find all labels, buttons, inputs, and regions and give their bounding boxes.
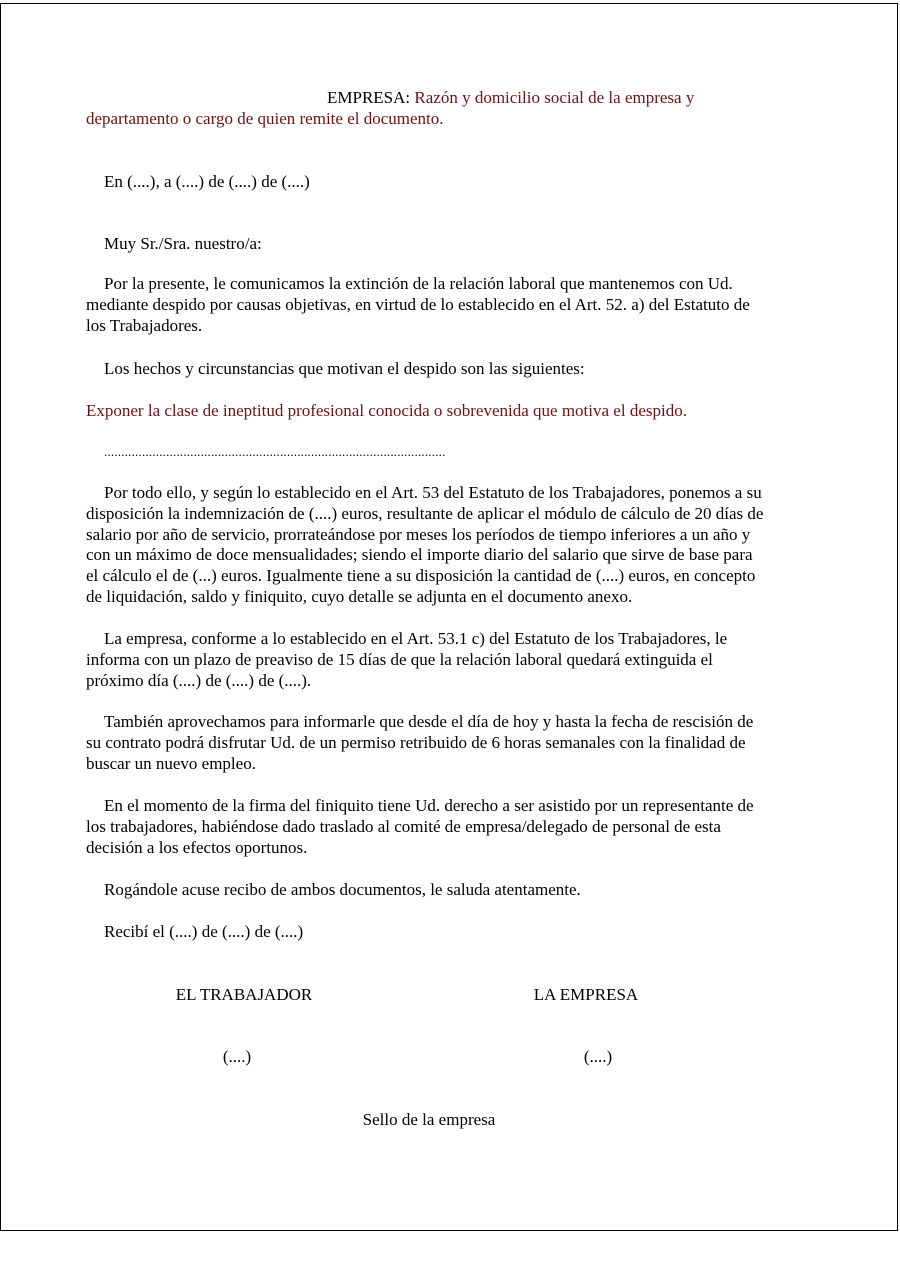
paragraph-line: de liquidación, saldo y finiquito, cuyo detalle se adjunta en el documento anexo.	[86, 586, 633, 606]
paragraph-line: Por todo ello, y según lo establecido en el Art. 53 del Estatuto de los Trabajadores, ponemos a su	[104, 483, 762, 502]
paragraph-line: La empresa, conforme a lo establecido en el Art. 53.1 c) del Estatuto de los Trabajadores, le	[104, 629, 728, 648]
paragraph-despedida: Rogándole acuse recibo de ambos documentos, le saluda atentamente.	[104, 880, 581, 899]
dotted-fill-line: ...................................................................................................	[104, 444, 446, 459]
paragraph-line: los Trabajadores.	[86, 315, 203, 335]
date-line: En (....), a (....) de (....) de (....)	[104, 172, 310, 191]
paragraph-line: informa con un plazo de preaviso de 15 días de que la relación laboral quedará extinguida el	[86, 649, 713, 669]
paragraph-permiso	[86, 712, 826, 774]
paragraph-line: También aprovechamos para informarle que desde el día de hoy y hasta la fecha de rescisión de	[104, 712, 754, 731]
paragraph-line: los trabajadores, habiéndose dado traslado al comité de empresa/delegado de personal de esta	[86, 816, 721, 836]
company-stamp-label: Sello de la empresa	[362, 1110, 496, 1129]
paragraph-line: próximo día (....) de (....) de (....).	[86, 670, 312, 690]
paragraph-ineptitud-instruction: Exponer la clase de ineptitud profesional conocida o sobrevenida que motiva el despido.	[86, 401, 687, 420]
empresa-description-line1: Razón y domicilio social de la empresa y	[414, 88, 695, 107]
signature-company-label: LA EMPRESA	[533, 985, 639, 1004]
paragraph-line: su contrato podrá disfrutar Ud. de un permiso retribuido de 6 horas semanales con la finalidad de	[86, 732, 746, 752]
signature-worker-label: EL TRABAJADOR	[175, 985, 313, 1004]
paragraph-representante	[86, 796, 826, 858]
empresa-description-line2: departamento o cargo de quien remite el documento.	[86, 109, 444, 128]
paragraph-line: decisión a los efectos oportunos.	[86, 837, 308, 857]
paragraph-line: En el momento de la firma del finiquito tiene Ud. derecho a ser asistido por un representante de	[104, 796, 754, 815]
paragraph-line: con un máximo de doce mensualidades; siendo el importe diario del salario que sirve de base para	[86, 545, 753, 565]
paragraph-hechos: Los hechos y circunstancias que motivan el despido son las siguientes:	[104, 359, 585, 378]
paragraph-line: el cálculo el de (...) euros. Igualmente tiene a su disposición la cantidad de (....) euros, en concepto	[86, 566, 756, 586]
signature-worker-placeholder: (....)	[222, 1047, 252, 1066]
paragraph-line: buscar un nuevo empleo.	[86, 753, 256, 773]
paragraph-recibi: Recibí el (....) de (....) de (....)	[104, 922, 304, 941]
salutation: Muy Sr./Sra. nuestro/a:	[104, 234, 262, 253]
empresa-label: EMPRESA:	[327, 88, 411, 107]
paragraph-indemnizacion	[86, 483, 826, 608]
paragraph-line: disposición la indemnización de (....) euros, resultante de aplicar el módulo de cálculo de 20 días de	[86, 503, 764, 523]
header-empresa-line1	[327, 87, 694, 108]
paragraph-line: mediante despido por causas objetivas, en virtud de lo establecido en el Art. 52. a) del Estatuto de	[86, 294, 750, 314]
paragraph-line: salario por año de servicio, prorrateándose por meses los períodos de tiempo inferiores a un año y	[86, 524, 751, 544]
paragraph-preaviso	[86, 629, 826, 691]
signature-company-placeholder: (....)	[583, 1047, 613, 1066]
paragraph-line: Por la presente, le comunicamos la extinción de la relación laboral que mantenemos con Ud.	[104, 274, 733, 293]
paragraph-extincion	[86, 274, 826, 336]
